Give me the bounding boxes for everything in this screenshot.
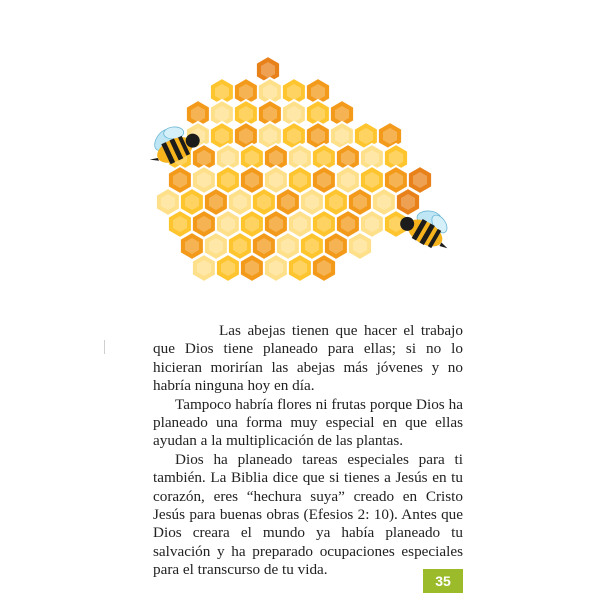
honeycomb-cell <box>312 254 336 282</box>
honeycomb-cell <box>348 232 372 260</box>
body-text <box>153 322 463 580</box>
paragraph: Dios ha planeado tareas especiales para ti también. La Biblia dice que si tienes a Jesús en tu corazón, eres “hechura suya” creado en Cristo Jesús para buenas obras (Efesios 2: 10). Antes que Dios creara el mundo ya había planeado tu salvación y ha preparado ocupaciones especiales para el transcurso de tu vida. <box>153 450 463 579</box>
honeycomb-cell <box>264 254 288 282</box>
paragraph: Las abejas tienen que hacer el trabajo que Dios tiene planeado para ellas; si no lo hicieran morirían las abejas más jóvenes y no habría ninguna hoy en día. <box>153 322 463 395</box>
page-number: 35 <box>423 569 463 593</box>
honeycomb-cell <box>192 254 216 282</box>
honeycomb-cell <box>216 254 240 282</box>
gutter-mark <box>104 340 105 354</box>
paragraph: Tampoco habría flores ni frutas porque Dios ha planeado una forma muy especial en que ellas ayudan a la multiplicación de las plantas. <box>153 395 463 450</box>
honeycomb-cell <box>288 254 312 282</box>
honeycomb-icon <box>156 56 432 282</box>
honeycomb-illustration <box>140 50 460 290</box>
honeycomb-cell <box>240 254 264 282</box>
